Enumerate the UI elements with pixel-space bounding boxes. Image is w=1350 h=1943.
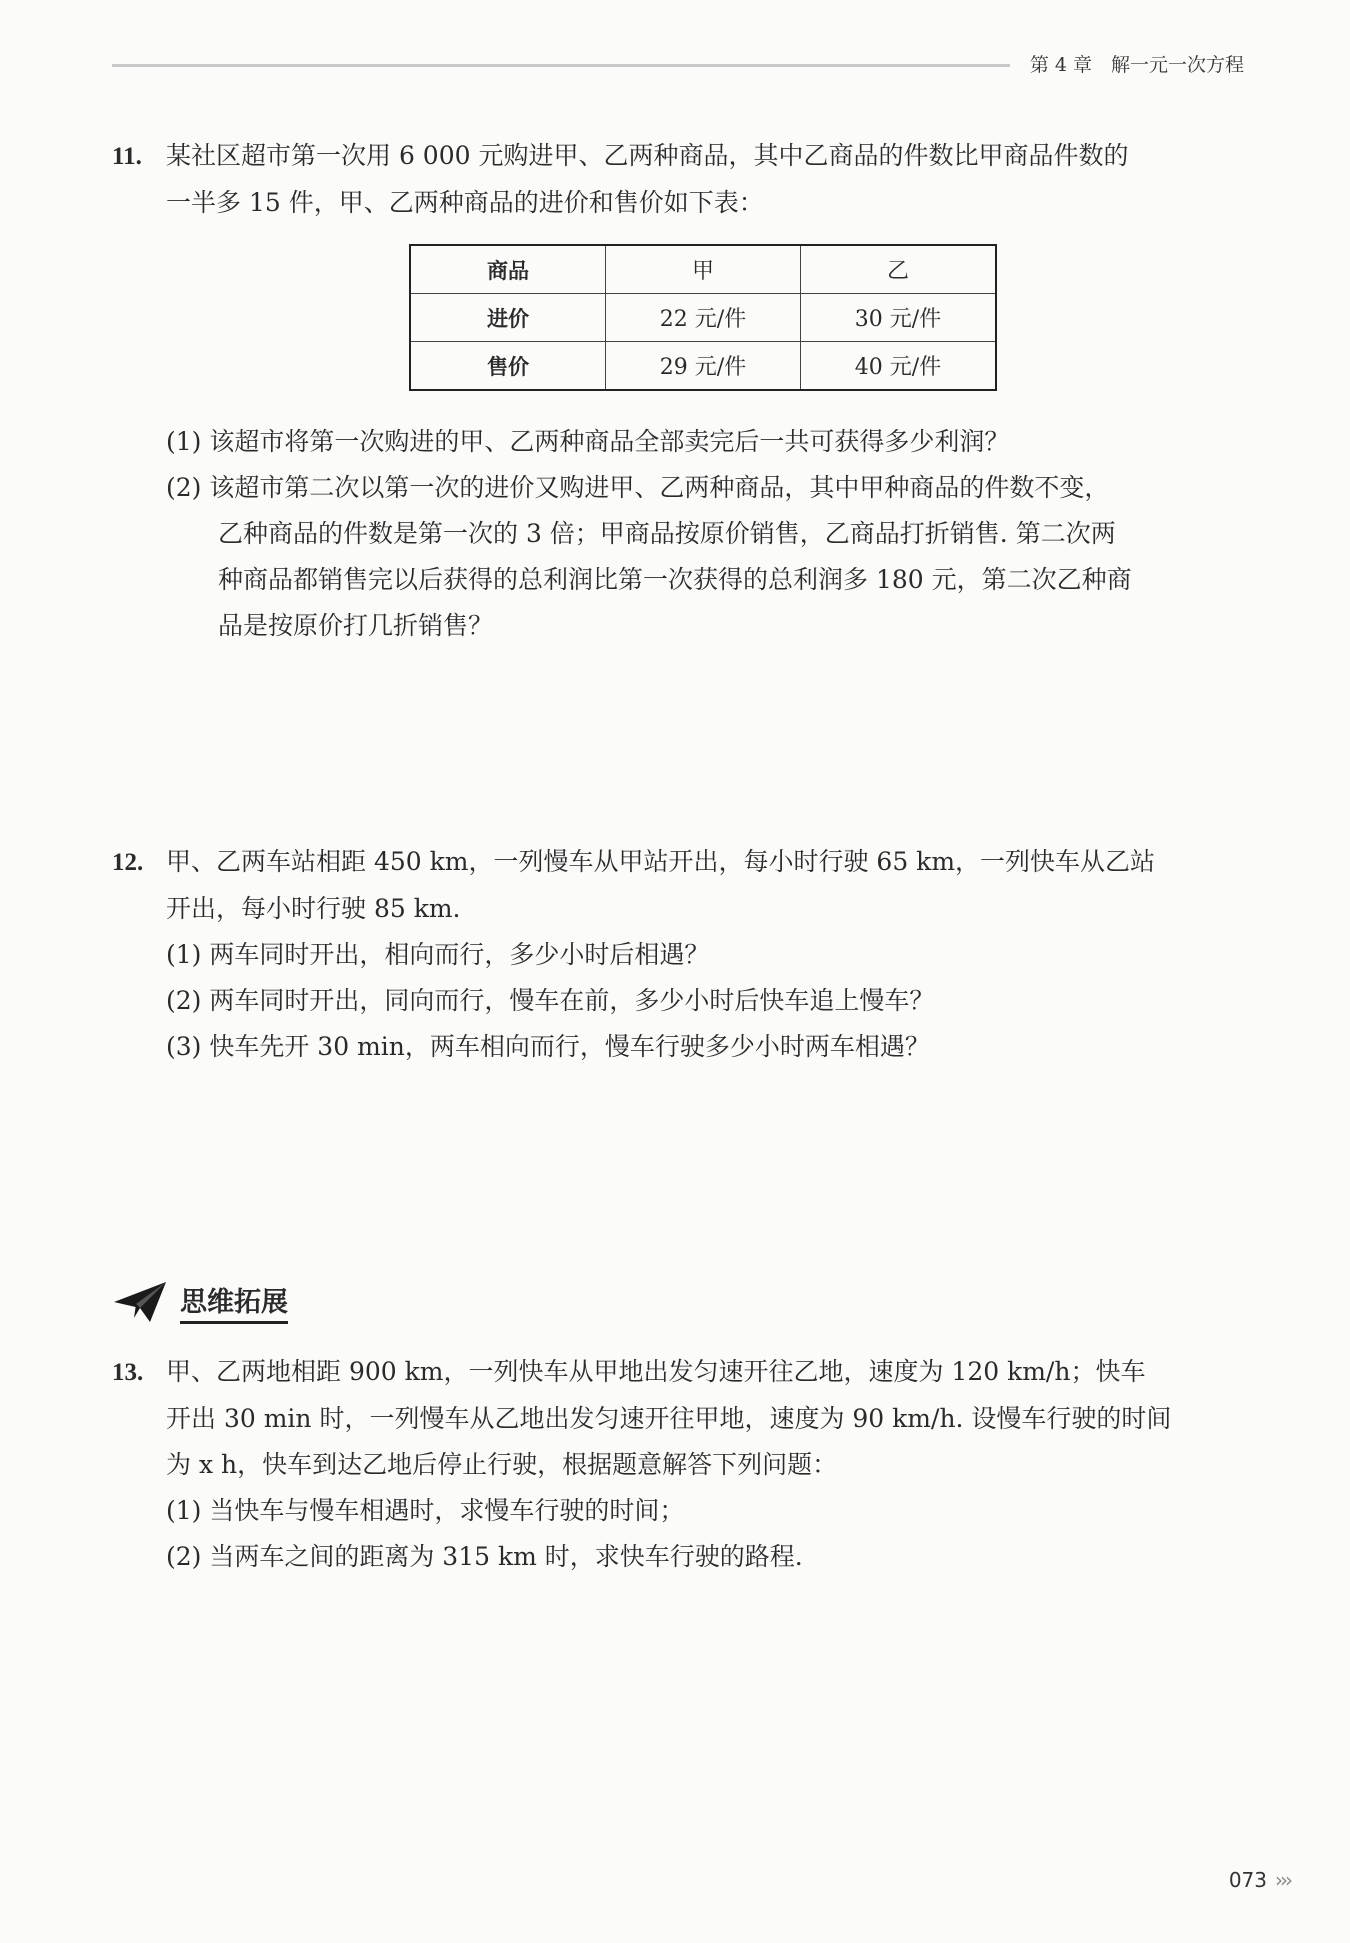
- section-title: 思维拓展: [180, 1280, 288, 1324]
- question-text: 开出，每小时行驶 85 km.: [166, 894, 461, 923]
- question-text: 为 x h，快车到达乙地后停止行驶，根据题意解答下列问题：: [166, 1450, 838, 1479]
- table-cell: 甲: [606, 245, 801, 294]
- page-number-text: 073: [1228, 1868, 1267, 1892]
- question-number: 13.: [112, 1359, 144, 1386]
- sub-question: (1) 该超市将第一次购进的甲、乙两种商品全部卖完后一共可获得多少利润？: [166, 427, 1010, 456]
- table-cell: 售价: [410, 342, 606, 391]
- table-cell: 乙: [801, 245, 997, 294]
- question-13: [112, 1349, 1242, 1580]
- sub-question: (2) 当两车之间的距离为 315 km 时，求快车行驶的路程.: [166, 1542, 803, 1571]
- paper-plane-icon: [112, 1278, 168, 1326]
- table-header-row: [410, 245, 996, 294]
- chapter-header: 第 4 章 解一元一次方程: [1020, 50, 1244, 77]
- question-text: 一半多 15 件，甲、乙两种商品的进价和售价如下表：: [166, 188, 764, 217]
- table-cell: 进价: [410, 294, 606, 342]
- sub-question: (2) 两车同时开出，同向而行，慢车在前，多少小时后快车追上慢车？: [166, 986, 935, 1015]
- table-cell: 29 元/件: [606, 342, 801, 391]
- question-text: 某社区超市第一次用 6 000 元购进甲、乙两种商品，其中乙商品的件数比甲商品件数的: [166, 141, 1129, 170]
- header-rule: [112, 64, 1010, 67]
- sub-question-cont: 种商品都销售完以后获得的总利润比第一次获得的总利润多 180 元，第二次乙种商: [218, 565, 1132, 594]
- question-12: [112, 839, 1242, 1070]
- question-text: 甲、乙两地相距 900 km，一列快车从甲地出发匀速开往乙地，速度为 120 km/h；快车: [166, 1357, 1146, 1386]
- question-11-parts: [112, 419, 1242, 649]
- sub-question-cont: 品是按原价打几折销售？: [218, 611, 494, 640]
- sub-question: (2) 该超市第二次以第一次的进价又购进甲、乙两种商品，其中甲种商品的件数不变，: [166, 473, 1110, 502]
- price-table: [409, 244, 997, 391]
- table-row: [410, 294, 996, 342]
- table-cell: 商品: [410, 245, 606, 294]
- question-11: [112, 133, 1242, 226]
- page-number: [1229, 1868, 1290, 1892]
- sub-question: (1) 当快车与慢车相遇时，求慢车行驶的时间；: [166, 1496, 685, 1525]
- question-text: 甲、乙两车站相距 450 km，一列慢车从甲站开出，每小时行驶 65 km，一列快车从乙站: [166, 847, 1156, 876]
- chevrons-right-icon: ›››: [1275, 1868, 1290, 1892]
- question-text: 开出 30 min 时，一列慢车从乙地出发匀速开往甲地，速度为 90 km/h. 设慢车行驶的时间: [166, 1404, 1172, 1433]
- question-number: 11.: [112, 143, 142, 170]
- sub-question: (1) 两车同时开出，相向而行，多少小时后相遇？: [166, 940, 710, 969]
- sub-question: (3) 快车先开 30 min，两车相向而行，慢车行驶多少小时两车相遇？: [166, 1032, 930, 1061]
- section-header: [112, 1278, 288, 1326]
- sub-question-cont: 乙种商品的件数是第一次的 3 倍；甲商品按原价销售，乙商品打折销售. 第二次两: [218, 519, 1116, 548]
- table-cell: 30 元/件: [801, 294, 997, 342]
- table-row: [410, 342, 996, 391]
- question-number: 12.: [112, 849, 144, 876]
- table-cell: 22 元/件: [606, 294, 801, 342]
- table-cell: 40 元/件: [801, 342, 997, 391]
